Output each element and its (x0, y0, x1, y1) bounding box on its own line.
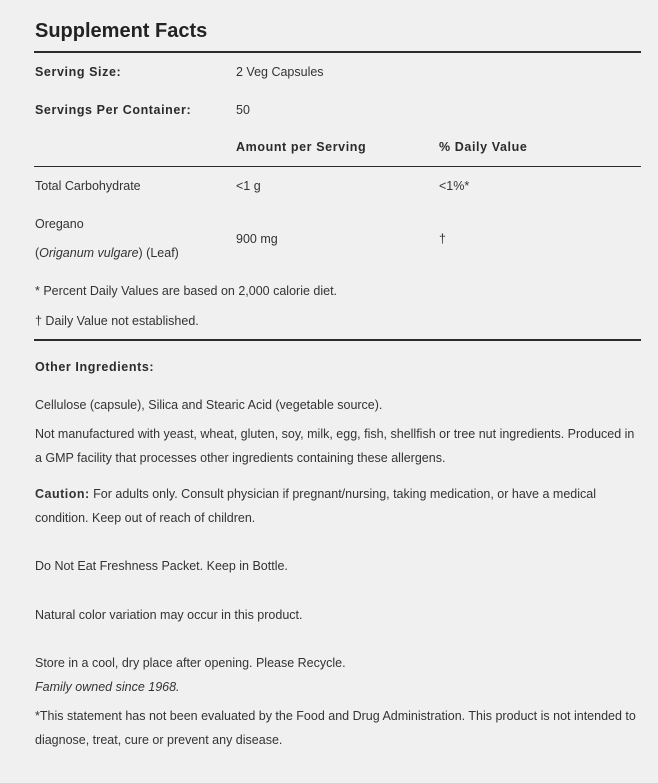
nutrient-amount: <1 g (236, 179, 261, 193)
serving-size-label: Serving Size: (35, 65, 122, 79)
dagger-footnote: † Daily Value not established. (35, 314, 199, 328)
allergen-statement: Not manufactured with yeast, wheat, gluten, soy, milk, egg, fish, shellfish or tree nut ingredients. Produced in a GMP facility that processes other ingredients containing these allergens. (35, 427, 635, 465)
family-owned-note: Family owned since 1968. (35, 680, 180, 694)
caution-text: For adults only. Consult physician if pregnant/nursing, taking medication, or have a medical condition. Keep out of reach of children. (35, 487, 596, 525)
nutrient-daily-value: <1%* (439, 179, 470, 193)
nutrient-daily-value: † (439, 232, 446, 246)
botanical-part: (Leaf) (142, 246, 179, 260)
amount-per-serving-header: Amount per Serving (236, 140, 367, 154)
table-header-divider (34, 166, 641, 167)
nutrient-amount: 900 mg (236, 232, 278, 246)
facts-bottom-divider (34, 339, 641, 341)
title-divider (34, 51, 641, 53)
caution-label: Caution: (35, 487, 90, 501)
nutrient-name: Total Carbohydrate (35, 179, 141, 193)
ingredients-text: Cellulose (capsule), Silica and Stearic Acid (vegetable source). (35, 398, 383, 412)
nutrient-botanical-name: (Origanum vulgare) (Leaf) (35, 246, 179, 260)
servings-per-container-value: 50 (236, 103, 250, 117)
other-ingredients-heading: Other Ingredients: (35, 360, 155, 374)
botanical-latin-name: Origanum vulgare (39, 246, 139, 260)
daily-value-header: % Daily Value (439, 140, 528, 154)
servings-per-container-label: Servings Per Container: (35, 103, 192, 117)
storage-instructions: Store in a cool, dry place after opening. Please Recycle. (35, 656, 346, 670)
panel-title: Supplement Facts (35, 20, 208, 42)
nutrient-name: Oregano (35, 217, 84, 231)
serving-size-value: 2 Veg Capsules (236, 65, 324, 79)
percent-daily-footnote: * Percent Daily Values are based on 2,000 calorie diet. (35, 284, 338, 298)
caution-statement (35, 482, 640, 530)
fda-disclaimer: *This statement has not been evaluated by the Food and Drug Administration. This product is not intended to diagnose, treat, cure or prevent any disease. (35, 709, 636, 747)
freshness-packet-note: Do Not Eat Freshness Packet. Keep in Bottle. (35, 559, 288, 573)
color-variation-note: Natural color variation may occur in this product. (35, 608, 303, 622)
